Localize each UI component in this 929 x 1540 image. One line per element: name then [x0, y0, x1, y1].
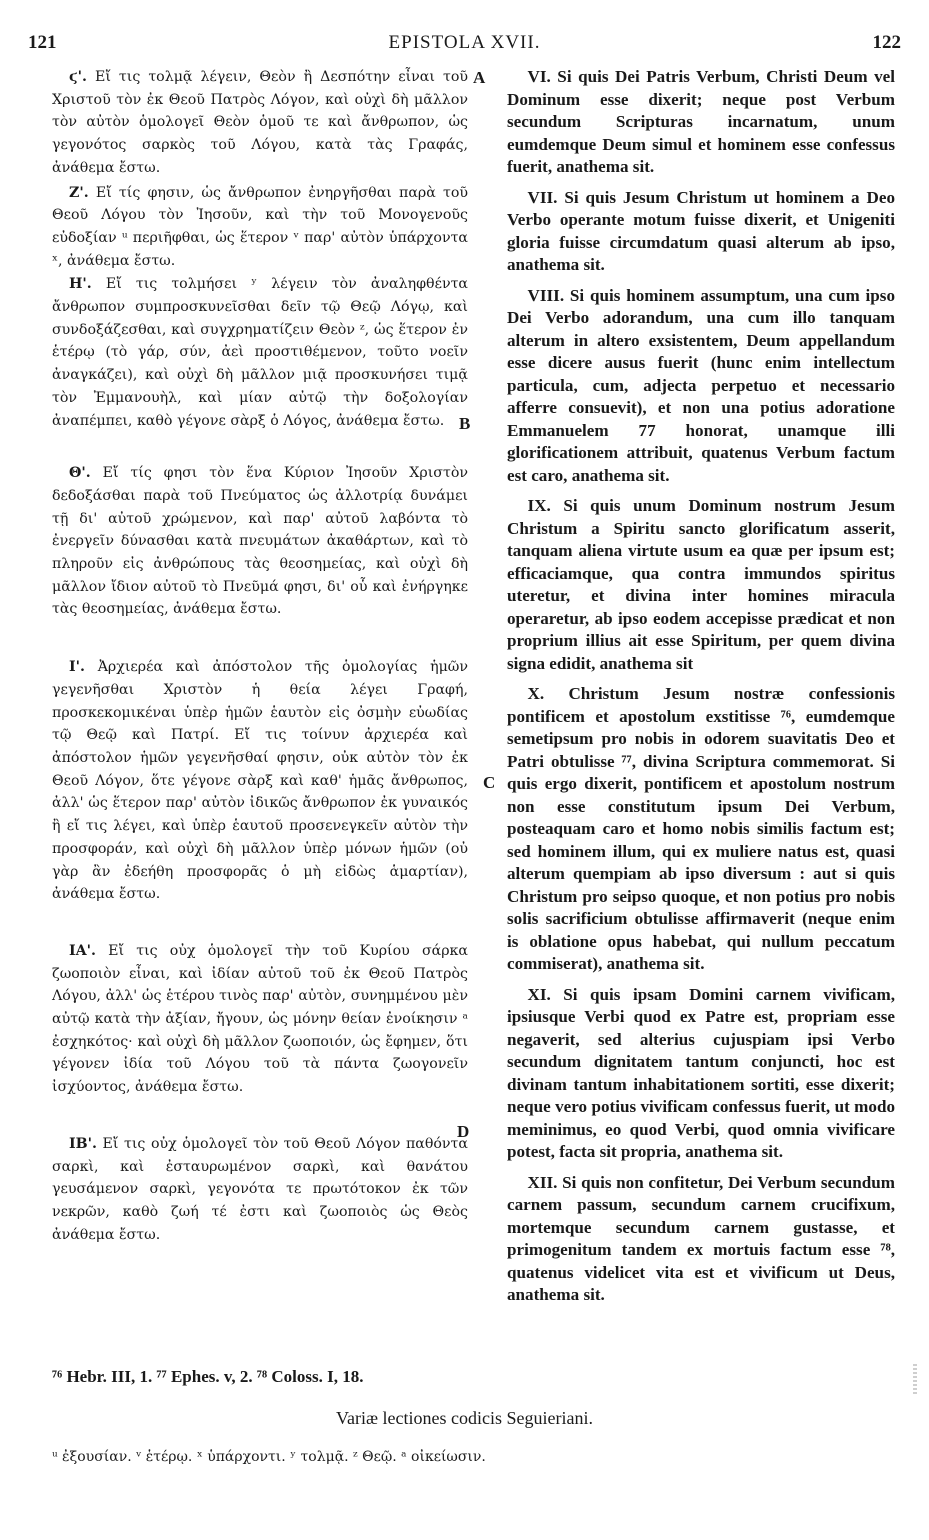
anathema-text: Εἴ τίς φησιν, ὡς ἄνθρωπον ἐνηργῆσθαι παρὰ τοῦ Θεοῦ Λόγου τὸν Ἰησοῦν, καὶ τὴν τοῦ Μονογενοῦς εὐδοξίαν ᵘ περιῆφθαι, ὡς ἕτερον ᵛ παρ' αὐτὸν ὑπάρχοντα ˣ, ἀνάθεμα ἔστω. [52, 184, 469, 269]
greek-anathema-9 [52, 462, 468, 621]
scan-speck [913, 1364, 917, 1394]
anathema-number: Θ'. [69, 465, 91, 482]
variant-readings: ᵘ ἐξουσίαν. ᵛ ἑτέρῳ. ˣ ὑπάρχοντι. ʸ τολμᾷ. ᶻ Θεῷ. ᵃ οἰκείωσιν. [52, 1449, 486, 1465]
anathema-number: Ζ'. [69, 184, 89, 201]
anathema-text: Εἴ τίς φησι τὸν ἕνα Κύριον Ἰησοῦν Χριστὸν δεδοξάσθαι παρὰ τοῦ Πνεύματος ὡς ἀλλοτρίᾳ δυνάμει τῇ δι' αὐτοῦ χρώμενον, καὶ παρ' αὐτοῦ λαβόντα τὸ ἐνεργεῖν δύνασθαι κατὰ πνευμάτων ἀκαθάρτων, καὶ τὸ πληροῦν εἰς ἀνθρώπους τὰς θεοσημείας, καὶ οὐχὶ δὴ μᾶλλον ἴδιον αὐτοῦ τὸ Πνεῦμά φησι, δι' οὗ καὶ ἐνήργηκε τὰς θεοσημείας, ἀνάθεμα ἔστω. [52, 465, 468, 618]
greek-column [52, 66, 471, 1246]
latin-anathema-11: XI. Si quis ipsam Domini carnem vivificam, ipsiusque Verbi quod ex Patre est, propriam esse negaverit, sed alterius cujuspiam ipsi Verbo secundum dignitatem tantum conjuncti, hoc est divinam tantum inhabitationem sortiti, esse dixerit; neque vero potius vivificam confessus fuerit, ut modo meminimus, eo quod Verbi, quod omnia vivificare potest, facta sit propria, anathema sit. [507, 984, 895, 1161]
page-number-left: 121 [28, 32, 57, 53]
anathema-text: Εἴ τις τολμήσει ʸ λέγειν τὸν ἀναληφθέντα ἄνθρωπον συμπροσκυνεῖσθαι δεῖν τῷ Θεῷ Λόγῳ, καὶ συνδοξάζεσθαι, καὶ συγχρηματίζειν Θεὸν ᶻ, ὡς ἕτερον ἐν ἑτέρῳ (τὸ γάρ, σύν, ἀεὶ προστιθέμενον, τοῦτο νοεῖν ἀναγκάζει), καὶ οὐχὶ δὴ μᾶλλον μιᾷ προσκυνήσει τιμᾷ τὸν Ἐμμανουὴλ, καὶ μίαν αὐτῷ τὴν δοξολογίαν ἀναπέμπει, καθὸ γέγονε σὰρξ ὁ Λόγος, ἀνάθεμα ἔστω. [52, 276, 468, 429]
greek-anathema-8 [52, 273, 471, 433]
margin-letter-b: B [459, 414, 471, 433]
latin-anathema-8: VIII. Si quis hominem assumptum, una cum ipso Dei Verbo adorandum, una cum illo tanquam alterum in altero exsistentem, Deum appellandum esse dicere ausus fuerit (hunc enim intellectum particula, cum, adjecta perpetuo et necessario afferre consuevit), et non una potius adoratione Emmanuelem 77 honorat, unamque illi glorificationem attribuit, quatenus Verbum factum est caro, anathema sit. [507, 285, 895, 485]
anathema-text: Εἴ τις οὐχ ὁμολογεῖ τὴν τοῦ Κυρίου σάρκα ζωοποιὸν εἶναι, καὶ ἰδίαν αὐτοῦ τοῦ ἐκ Θεοῦ Πατρὸς Λόγου, ἀλλ' ὡς ἑτέρου τινὸς παρ' αὐτὸν, συνημμένου μὲν αὐτῷ κατὰ τὴν ἀξίαν, ἤγουν, ὡς μόνην θείαν ἐνοίκησιν ᵃ ἐσχηκότος· καὶ οὐχὶ δὴ μᾶλλον ζωοποιόν, ὡς ἔφημεν, ὅτι γέγονεν ἰδία τοῦ Λόγου τοῦ τὰ πάντα ζωογονεῖν ἰσχύοντος, ἀνάθεμα ἔστω. [52, 942, 468, 1096]
page-number-right: 122 [872, 32, 901, 53]
running-title: EPISTOLA XVII. [388, 32, 541, 53]
greek-anathema-11 [52, 940, 468, 1099]
latin-anathema-6: VI. Si quis Dei Patris Verbum, Christi Deum vel Dominum esse dixerit; neque post Verbum secundum Scripturas incarnatum, unum eumdemque Deum simul et hominem esse confessus fuerit, anathema sit. [507, 67, 895, 176]
variant-readings-title: Variæ lectiones codicis Seguieriani. [336, 1408, 593, 1428]
margin-letter-d: D [457, 1122, 470, 1141]
latin-anathema-10: X. Christum Jesum nostræ confessionis pontificem et apostolum exstitisse ⁷⁶, eumdemque semetipsum pro nobis in odorem suavitatis Deo et Patri obtulisse ⁷⁷, divina Scriptura commemorat. Si quis ergo dixerit, pontificem et apostolum nostrum non esse constitutum ipsum Dei Verbum, posteaquam caro et homo nobis similis factum est; sed hominem illum, qui ex muliere natus est, quasi alterum quempiam ab ipso diversum : aut si quis Christum pro seipso quoque, et non potius pro nobis solis sacrificium obtulisse affirmaverit (neque enim is oblatione opus habebat, qui nullum peccatum commiserat), anathema sit. [507, 684, 895, 973]
anathema-text: Εἴ τις τολμᾷ λέγειν, Θεὸν ἢ Δεσπότην εἶναι τοῦ Χριστοῦ τὸν ἐκ Θεοῦ Πατρὸς Λόγον, καὶ οὐχὶ δὴ μᾶλλον τὸν αὐτὸν ὁμολογεῖ Θεὸν ὁμοῦ τε καὶ ἄνθρωπον, ὡς γεγονότος σαρκὸς τοῦ Λόγου, κατὰ τὰς Γραφάς, ἀνάθεμα ἔστω. [52, 69, 468, 176]
scripture-footnotes: ⁷⁶ Hebr. III, 1. ⁷⁷ Ephes. v, 2. ⁷⁸ Coloss. I, 18. [52, 1367, 364, 1386]
anathema-number: Ι'. [69, 659, 85, 676]
greek-anathema-12 [52, 1133, 468, 1247]
greek-anathema-6 [52, 66, 468, 180]
latin-anathema-12: XII. Si quis non confitetur, Dei Verbum secundum carnem passum, secundum carnem crucifixum, mortemque secundum carnem gustasse, et primogenitum tandem ex mortuis factum esse ⁷⁸, quatenus videlicet vita est et vivificum ut Deus, anathema sit. [507, 1172, 895, 1304]
anathema-text: Ἀρχιερέα καὶ ἀπόστολον τῆς ὁμολογίας ἡμῶν γεγενῆσθαι Χριστὸν ἡ θεία λέγει Γραφή, προσκεκομικέναι ὑπὲρ ἡμῶν ἑαυτὸν εἰς ὀσμὴν εὐωδίας τῷ Θεῷ καὶ Πατρί. Εἴ τις τοίνυν ἀρχιερέα καὶ ἀπόστολον ἡμῶν γεγενῆσθαί φησιν, οὐκ αὐτὸν τὸν ἐκ Θεοῦ Λόγον, ὅτε γέγονε σὰρξ καὶ καθ' ἡμᾶς ἄνθρωπος, ἀλλ' ὡς ἕτερον παρ' αὐτὸν ἰδικῶς ἄνθρωπον ἐκ γυναικός ἢ εἴ τις λέγει, καὶ ὑπὲρ ἑαυτοῦ προσενεγκεῖν αὐτὸν τὴν προσφοράν, καὶ οὐχὶ δὴ μᾶλλον ὑπὲρ μόνων ἡμῶν (οὐ γὰρ ἂν ἐδεήθη προσφορᾶς ὁ μὴ εἰδὼς ἁμαρτίαν), ἀνάθεμα ἔστω. [52, 659, 468, 903]
anathema-number: ΙΒ'. [69, 1135, 97, 1152]
running-header [28, 32, 901, 56]
margin-letter-a: A [473, 68, 486, 87]
latin-column [507, 66, 895, 1307]
margin-letter-c: C [483, 773, 496, 792]
anathema-text: Εἴ τις οὐχ ὁμολογεῖ τὸν τοῦ Θεοῦ Λόγον παθόντα σαρκὶ, καὶ ἐσταυρωμένον σαρκὶ, καὶ θανάτου γευσάμενον σαρκὶ, γεγονότα τε πρωτότοκον ἐκ τῶν νεκρῶν, καθὸ ζωή τέ ἐστι καὶ ζωοποιὸς ὡς Θεὸς ἀνάθεμα ἔστω. [52, 1135, 468, 1243]
anathema-number: ΙΑ'. [69, 942, 96, 959]
latin-anathema-9: IX. Si quis unum Dominum nostrum Jesum Christum a Spiritu sancto glorificatum asserit, tanquam aliena virtute usum ea quæ per ipsum est; efficaciamque, qua contra immundos spiritus uteretur, et divina inter homines miracula operaretur, ab ipso eodem accepisse prædicat et non proprium illius ait esse Spiritum, per quem divina signa edidit, anathema sit [507, 496, 895, 673]
anathema-number: Η'. [69, 276, 92, 293]
latin-anathema-7: VII. Si quis Jesum Christum ut hominem a Deo Verbo operante motum fuisse dixerit, et Unigeniti gloria fuisse circumdatum quasi alterum ab ipso, anathema sit. [507, 187, 895, 274]
greek-anathema-7 [52, 182, 468, 273]
anathema-number: ϛ'. [69, 69, 87, 85]
greek-anathema-10 [52, 656, 468, 906]
